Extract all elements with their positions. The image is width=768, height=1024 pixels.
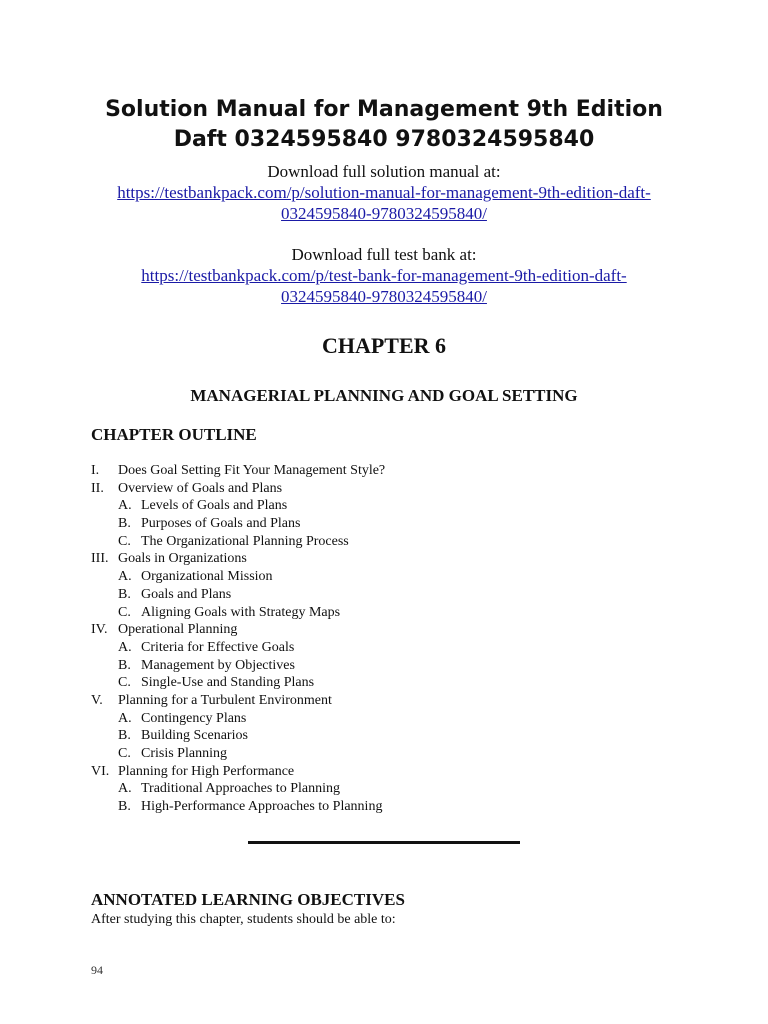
outline-item-text: Overview of Goals and Plans (118, 480, 283, 496)
outline-subitem-text: The Organizational Planning Process (141, 533, 349, 549)
solution-manual-link-text-1[interactable]: https://testbankpack.com/p/solution-manual-for-management-9th-edition-daft- (117, 183, 651, 202)
section-divider (248, 841, 520, 844)
outline-subitem-letter: A. (118, 498, 132, 514)
outline-subitem-letter: B. (118, 516, 131, 532)
outline-subitem-text: Levels of Goals and Plans (141, 498, 288, 514)
outline-subitem-letter: A. (118, 639, 132, 655)
document-title-line-2: Daft 0324595840 9780324595840 (173, 127, 595, 152)
outline-subitem-letter: A. (118, 710, 132, 726)
outline-subitem-text: Single-Use and Standing Plans (141, 675, 315, 691)
solution-manual-link-line-1[interactable] (0, 183, 768, 203)
outline-item-number: III. (91, 551, 109, 567)
outline-item-text: Goals in Organizations (118, 551, 247, 567)
learning-objectives-heading: ANNOTATED LEARNING OBJECTIVES (91, 890, 405, 909)
outline-subitem-text: Traditional Approaches to Planning (141, 781, 340, 797)
outline-subitem-text: Aligning Goals with Strategy Maps (141, 604, 341, 620)
outline-item-number: V. (91, 692, 103, 708)
outline-subitem-text: Purposes of Goals and Plans (141, 516, 301, 532)
outline-subitem-text: Contingency Plans (141, 710, 247, 726)
chapter-outline-heading: CHAPTER OUTLINE (91, 425, 257, 444)
outline-subitem-text: High-Performance Approaches to Planning (141, 799, 383, 815)
outline-subitem-text: Building Scenarios (141, 728, 248, 744)
outline-subitem-letter: C. (118, 533, 131, 549)
outline-subitem-text: Goals and Plans (141, 586, 232, 602)
solution-manual-label: Download full solution manual at: (267, 162, 501, 181)
outline-subitem-letter: C. (118, 675, 131, 691)
outline-item-text: Planning for a Turbulent Environment (118, 692, 332, 708)
outline-subitem-letter: C. (118, 604, 131, 620)
outline-subitem-letter: B. (118, 657, 131, 673)
chapter-title: MANAGERIAL PLANNING AND GOAL SETTING (190, 386, 578, 405)
page-number: 94 (91, 963, 103, 977)
outline-subitem-letter: A. (118, 781, 132, 797)
outline-item-text: Does Goal Setting Fit Your Management Style? (118, 463, 386, 478)
outline-subitem-text: Management by Objectives (141, 657, 295, 673)
test-bank-link-text-2[interactable]: 0324595840-9780324595840/ (281, 287, 487, 306)
learning-objectives-intro: After studying this chapter, students should be able to: (91, 912, 396, 927)
solution-manual-link-text-2[interactable]: 0324595840-9780324595840/ (281, 204, 487, 223)
outline-subitem-letter: B. (118, 799, 131, 815)
outline-subitem-letter: A. (118, 569, 132, 585)
outline-item-text: Planning for High Performance (118, 763, 295, 779)
chapter-number: CHAPTER 6 (321, 333, 447, 358)
outline-subitem-text: Organizational Mission (141, 569, 273, 585)
outline-item-number: VI. (91, 763, 110, 779)
test-bank-link-text-1[interactable]: https://testbankpack.com/p/test-bank-for-management-9th-edition-daft- (141, 266, 627, 285)
document-title-line-1: Solution Manual for Management 9th Edition (105, 97, 663, 122)
outline-subitem-text: Crisis Planning (141, 746, 227, 761)
outline-item-number: I. (91, 463, 100, 478)
test-bank-label: Download full test bank at: (291, 245, 477, 264)
test-bank-link-line-2[interactable] (0, 287, 768, 307)
test-bank-link-line-1[interactable] (0, 266, 768, 286)
outline-item-number: IV. (91, 622, 108, 638)
solution-manual-link-line-2[interactable] (0, 204, 768, 224)
outline-subitem-letter: C. (118, 746, 131, 761)
outline-subitem-text: Criteria for Effective Goals (141, 639, 295, 655)
outline-item-number: II. (91, 480, 104, 496)
outline-subitem-letter: B. (118, 728, 131, 744)
outline-subitem-letter: B. (118, 586, 131, 602)
outline-item-text: Operational Planning (118, 622, 238, 638)
